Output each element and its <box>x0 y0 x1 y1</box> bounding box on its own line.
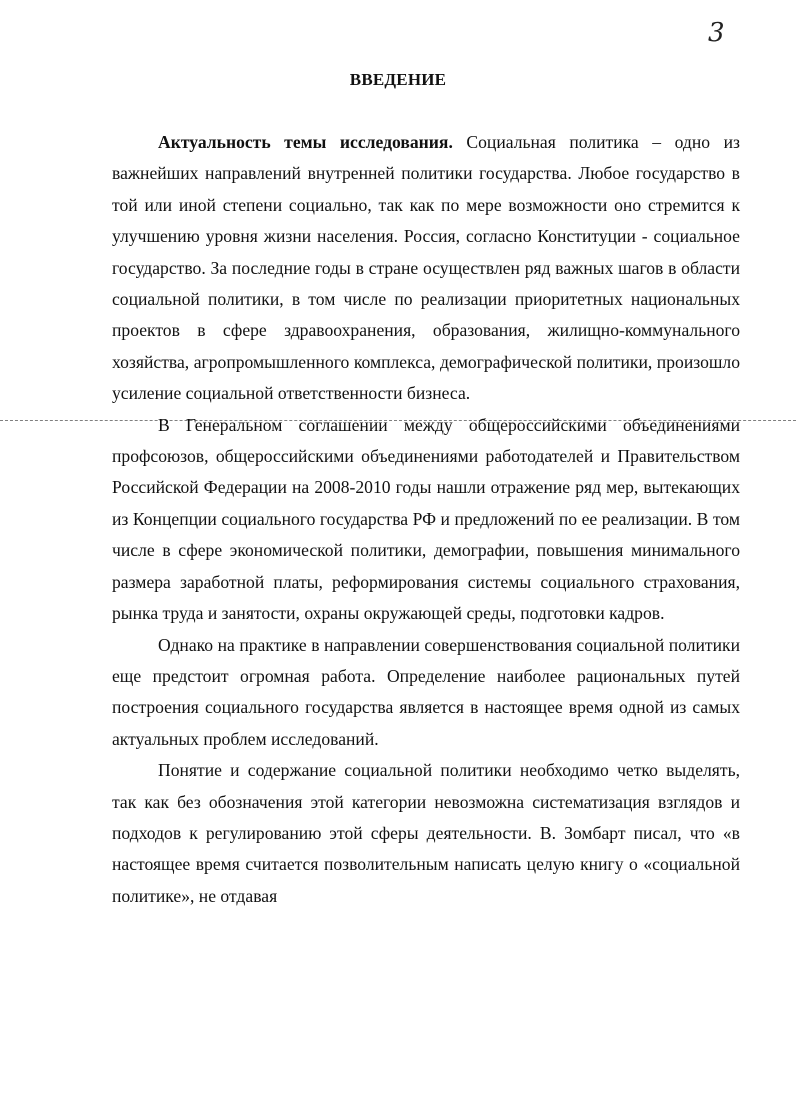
paragraph-text: Социальная политика – одно из важнейших направлений внутренней политики государства. Любое государство в той или иной степени социально, так как по мере возможности оно стремится к улучшению уровня жизни населения. Россия, согласно Конституции - социальное государство. За последние годы в стране осуществлен ряд важных шагов в области социальной политики, в том числе по реализации приоритетных национальных проектов в сфере здравоохранения, образования, жилищно-коммунального хозяйства, агропромышленного комплекса, демографической политики, произошло усиление социальной ответственности бизнеса. <box>112 132 740 404</box>
document-body <box>112 127 740 912</box>
paragraph-practice: Однако на практике в направлении совершенствования социальной политики еще предстоит огромная работа. Определение наиболее рациональных путей построения социального государства является в настоящее время одной из самых актуальных проблем исследований. <box>112 634 740 749</box>
paragraph-relevance <box>112 127 740 410</box>
page-number: 3 <box>708 18 725 48</box>
paragraph-concept: Понятие и содержание социальной политики необходимо четко выделять, так как без обозначения этой категории невозможна систематизация взглядов и подходов к регулированию этой сферы деятельности. В. Зомбарт писал, что «в настоящее время считается позволительным написать целую книгу о «социальной политике», не отдавая <box>112 760 740 906</box>
page-title: ВВЕДЕНИЕ <box>349 70 447 89</box>
paragraph-lead: Актуальность темы исследования. <box>158 132 453 152</box>
paragraph-general-agreement: В Генеральном соглашении между общероссийскими объединениями профсоюзов, общероссийскими объединениями работодателей и Правительством Российской Федерации на 2008-2010 годы нашли отражение ряд мер, вытекающих из Концепции социального государства РФ и предложений по ее реализации. В том числе в сфере экономической политики, демографии, повышения минимального размера заработной платы, реформирования системы социального страхования, рынка труда и занятости, охраны окружающей среды, подготовки кадров. <box>112 414 740 624</box>
